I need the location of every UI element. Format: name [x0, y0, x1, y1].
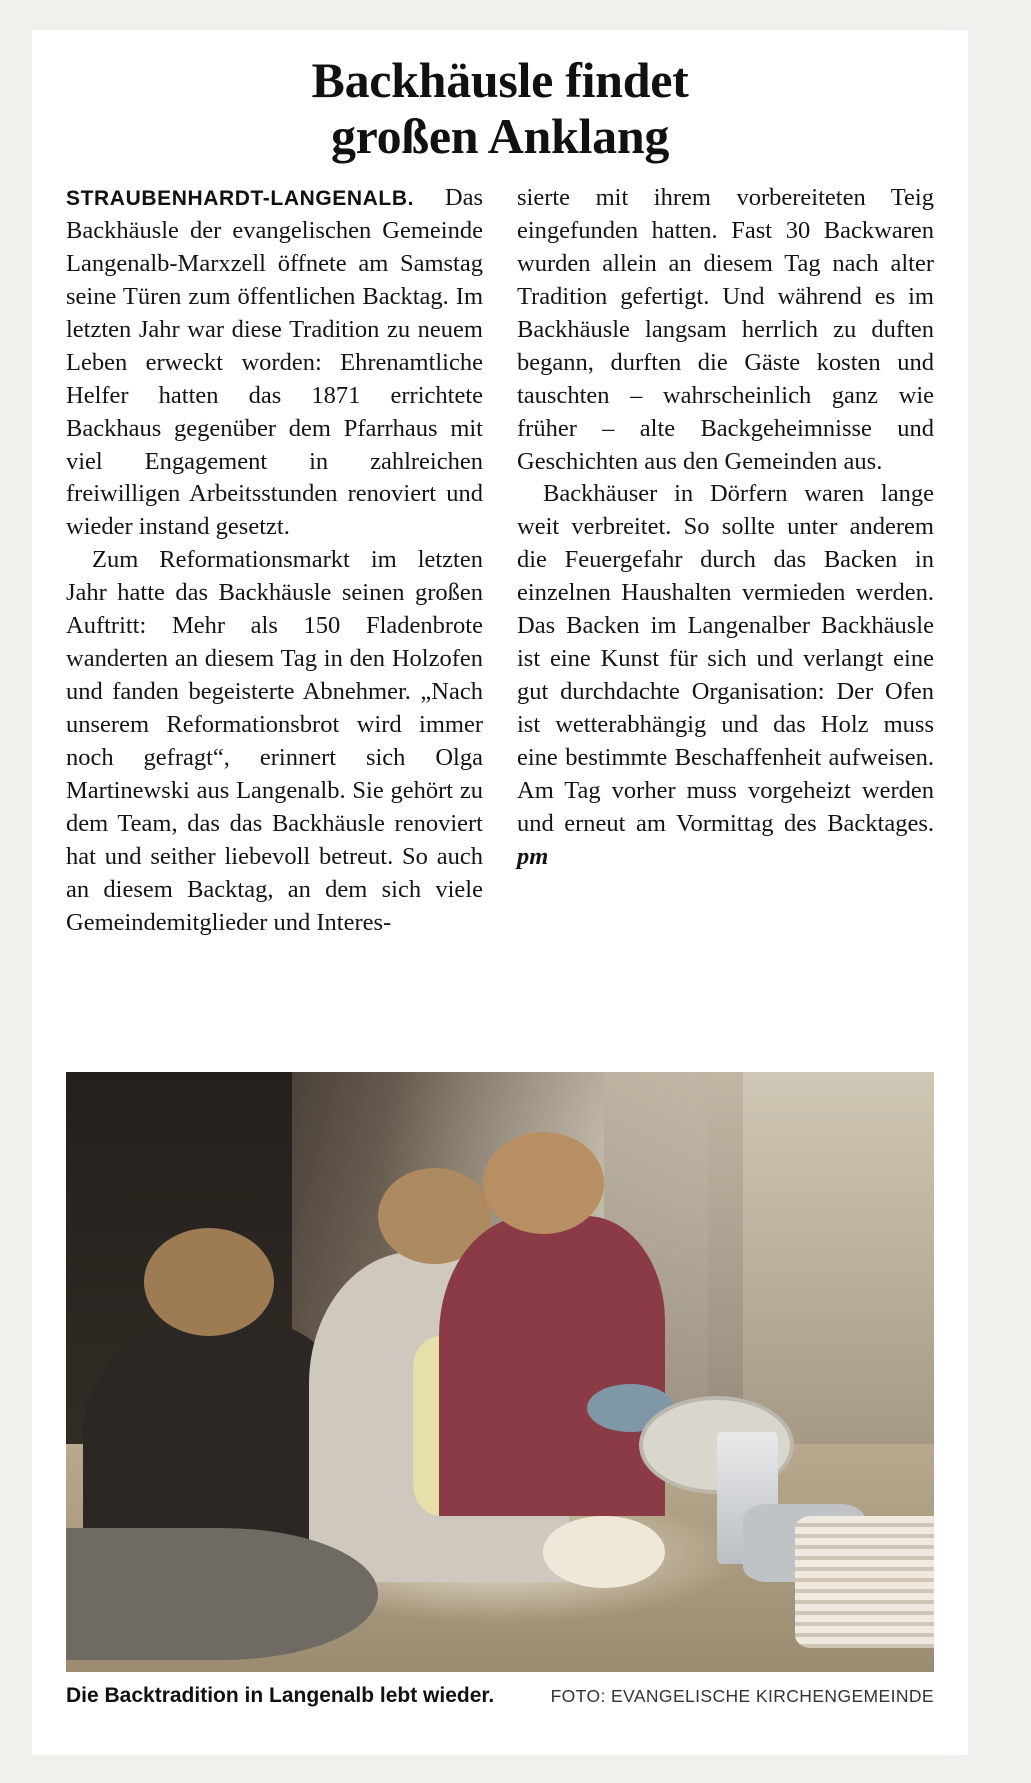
photo-image	[66, 1072, 934, 1672]
headline-line-1: Backhäusle findet	[311, 52, 689, 108]
paragraph-left-2: Zum Reformationsmarkt im letzten Jahr hatte das Backhäusle seinen großen Auftritt: Mehr als 150 Fladenbrote wanderten an diesem Tag in den Holzofen und fanden begeisterte Abnehmer. „Nach unserem Reformationsbrot wird immer noch gefragt“, erinnert sich Olga Martinewski aus Langenalb. Sie gehört zu dem Team, das das Backhäusle renoviert hat und seither liebevoll betreut. So auch an diesem Backtag, an dem sich viele Gemeindemitglieder und Interes-	[66, 546, 483, 936]
article-photo	[66, 1072, 934, 1672]
article-container	[32, 30, 968, 1755]
photo-foreground-arm	[66, 1528, 378, 1660]
paragraph-right-1: sierte mit ihrem vorbereiteten Teig eingefunden hatten. Fast 30 Backwaren wurden allein an diesem Tag nach alter Tradition gefertigt. Und während es im Backhäusle langsam herrlich zu duften begann, durften die Gäste kosten und tauschten – wahrscheinlich ganz wie früher – alte Backgeheimnisse und Geschichten aus den Gemeinden aus.	[517, 184, 934, 475]
photo-plate-stack	[795, 1516, 934, 1648]
photo-credit: FOTO: EVANGELISCHE KIRCHENGEMEINDE	[550, 1686, 934, 1706]
article-column-left	[66, 182, 483, 940]
photo-person-right-head	[483, 1132, 605, 1234]
paragraph-right-2-text: Backhäuser in Dörfern waren lange weit verbreitet. So sollte unter anderem die Feuergefahr durch das Backen in einzelnen Haushalten vermieden werden. Das Backen im Langenalber Backhäusle ist eine Kunst für sich und verlangt eine gut durchdachte Organisation: Der Ofen ist wetterabhängig und das Holz muss eine bestimmte Beschaffenheit aufweisen. Am Tag vorher muss vorgeheizt werden und erneut am Vormittag des Backtages.	[517, 480, 934, 837]
photo-caption: Die Backtradition in Langenalb lebt wieder.	[66, 1684, 495, 1707]
page-title	[32, 30, 968, 164]
article-column-right	[517, 182, 934, 940]
photo-person-right-body	[439, 1216, 665, 1516]
photo-caption-row	[66, 1684, 934, 1708]
photo-person-left-head	[144, 1228, 274, 1336]
dateline: STRAUBENHARDT-LANGENALB.	[66, 187, 415, 210]
byline: pm	[517, 842, 549, 870]
lead-paragraph-text: Das Backhäusle der evangelischen Gemeinde Langenalb-Marxzell öffnete am Samstag seine Türen zum öffentlichen Backtag. Im letzten Jahr war diese Tradition zu neuem Leben erweckt worden: Ehrenamtliche Helfer hatten das 1871 errichtete Backhaus gegenüber dem Pfarrhaus mit viel Engagement in zahlreichen freiwilligen Arbeitsstunden renoviert und wieder instand gesetzt.	[66, 184, 483, 541]
paragraph-right-2	[517, 478, 934, 873]
photo-dough	[543, 1516, 665, 1588]
article-columns	[32, 164, 968, 940]
lead-paragraph	[66, 182, 483, 544]
headline-line-2: großen Anklang	[330, 108, 670, 164]
